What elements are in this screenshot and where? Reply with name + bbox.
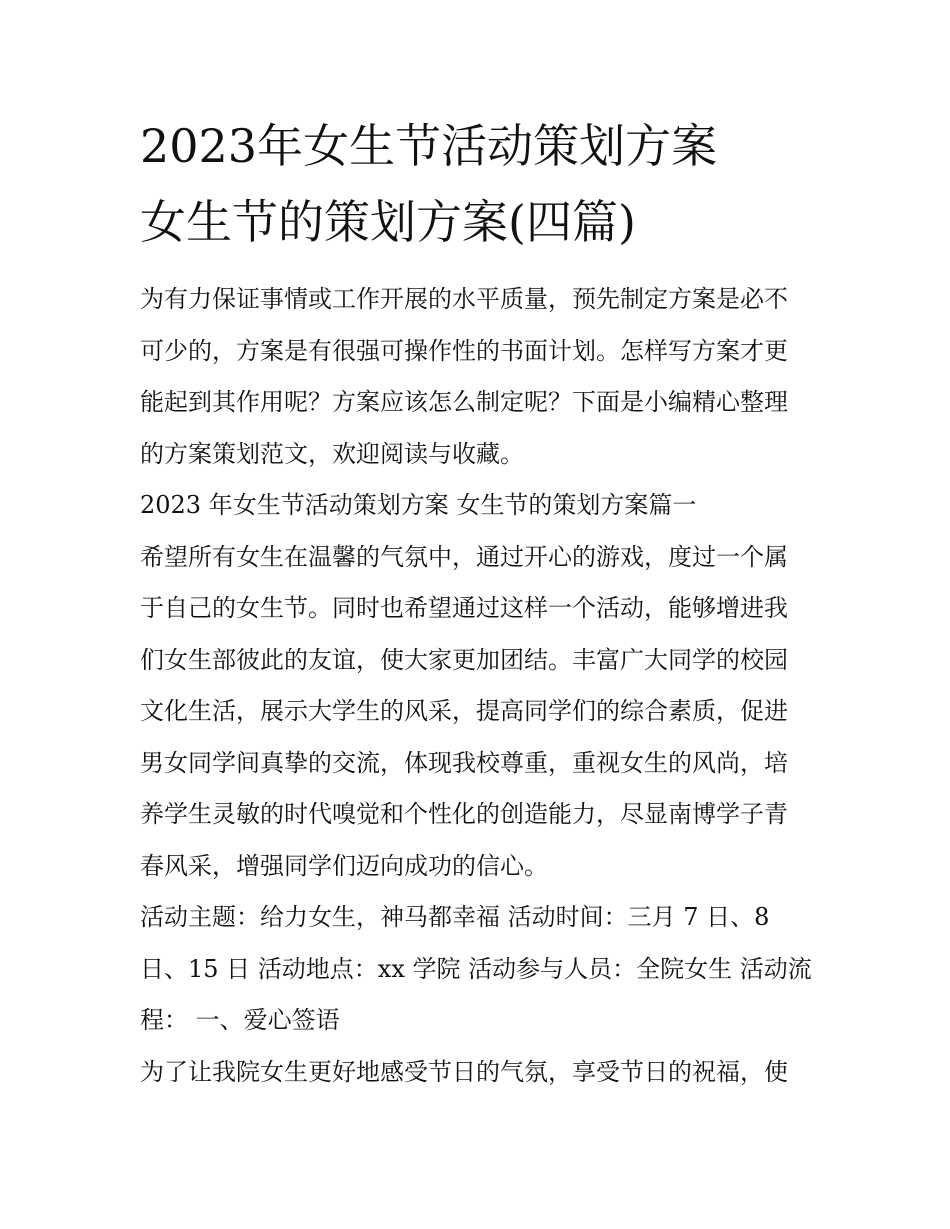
text-line: 可少的，方案是有很强可操作性的书面计划。怎样写方案才更 [140,336,788,365]
text-line: 为有力保证事情或工作开展的水平质量，预先制定方案是必不 [140,285,788,313]
text-line: 2023 年女生节活动策划方案 女生节的策划方案篇一 [140,491,697,519]
text-line: 养学生灵敏的时代嗅觉和个性化的创造能力，尽显南博学子青 [140,800,788,828]
text-line: 文化生活，展示大学生的风采，提高同学们的综合素质，促进 [140,697,788,725]
title-text-2: 女生节的策划方案(四篇) [140,195,636,249]
text-line: 春风采，增强同学们迈向成功的信心。 [140,851,548,880]
intro-paragraph [140,274,820,480]
text-line: 男女同学间真挚的交流，体现我校尊重，重视女生的风尚，培 [140,748,788,777]
text-line: 希望所有女生在温馨的气氛中，通过开心的游戏，度过一个属 [140,542,788,571]
section-heading [140,480,820,532]
document-title-line-1 [140,116,840,176]
text-line: 们女生部彼此的友谊，使大家更加团结。丰富广大同学的校园 [140,645,788,674]
activity-details-paragraph [140,892,820,1047]
text-line: 于自己的女生节。同时也希望通过这样一个活动，能够增进我 [140,594,788,622]
text-line: 为了让我院女生更好地感受节日的气氛，享受节日的祝福，使 [140,1057,788,1086]
text-line: 程： 一、爱心签语 [140,1006,340,1034]
document-title-line-2 [140,192,840,252]
text-line: 活动主题：给力女生，神马都幸福 活动时间：三月 7 日、8 [140,903,770,931]
text-line: 的方案策划范文，欢迎阅读与收藏。 [140,439,524,468]
document-body [140,274,820,1098]
title-text-1: 2023年女生节活动策划方案 [140,119,718,173]
text-line: 日、15 日 活动地点：xx 学院 活动参与人员：全院女生 活动流 [140,954,812,983]
signature-activity-paragraph [140,1047,820,1099]
purpose-paragraph [140,532,820,893]
text-line: 能起到其作用呢？方案应该怎么制定呢？下面是小编精心整理 [140,388,788,416]
